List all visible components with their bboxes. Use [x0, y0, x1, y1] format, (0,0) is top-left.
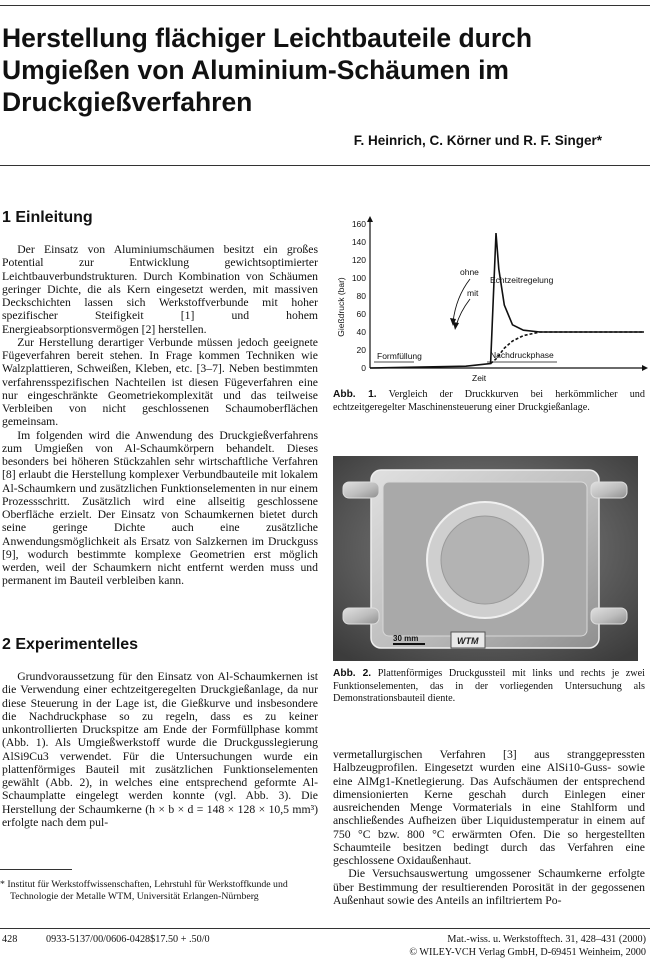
paragraph: Zur Herstellung derartiger Verbunde müssen jedoch geeignete Fügeverfahren bereit stehen. In Frage kommen Techniken wie Walzplattieren, Schweißen, Kleben, etc. [3–7]. Neben bestimmten verfahrensspezifischen Nachteilen ist diesen Fügeverfahren eine nur eingeschränkte Geometriekomplexität und das teilweise Verbleiben von nicht geschlossenen Schaumoberflächen gemeinsam.: [2, 335, 318, 429]
footnote: * Institut für Werkstoffwissenschaften, Lehrstuhl für Werkstoffkunde und Technologie der Metalle WTM, Universität Erlangen-Nürnberg: [0, 879, 288, 902]
series-ohne-line: [370, 233, 644, 368]
x-axis-arrow-icon: [642, 365, 648, 371]
authors: F. Heinrich, C. Körner und R. F. Singer*: [353, 133, 602, 148]
y-tick-label: 60: [356, 309, 366, 319]
annotation-arrow-ohne-icon: [453, 279, 470, 322]
annotation-formfuellung: Formfüllung: [377, 351, 422, 361]
annotation-mit: mit: [467, 288, 479, 298]
y-tick-label: 160: [351, 219, 366, 229]
arrowhead-icon: [453, 322, 459, 330]
paragraph: Die Versuchsauswertung umgossener Schaumkerne erfolgte über Bestimmung der resultierenden Porosität in der gegossenen Außenhaut sowie des Anteils an infiltriertem Po-: [333, 867, 645, 907]
journal-info: [409, 934, 646, 959]
top-rule: [0, 5, 650, 6]
figure1-caption-text: Vergleich der Druckkurven bei herkömmlicher und echtzeitgeregelter Maschinensteuerung einer Druckgießanlage.: [333, 389, 645, 413]
paragraph: Im folgenden wird die Anwendung des Druckgießverfahrens zum Umgießen von Al-Schaumkörpern behandelt. Dieses besonders bei höheren Stückzahlen sehr wirtschaftliche Verfahren [8] erlaubt die Herstellung komplexer Verbundbauteile mit lokalem Al-Schaumkern und zusätzlichen Funktionselementen in nur einem Prozessschritt. Zusätzlich wird eine allseitig geschlossene Oberfläche erzielt. Der Einsatz von Schaumkernen bietet durch seine geringe Dichte auch eine zusätzliche Anwendungsmöglichkeit als Ersatz von Salzkernen im Druckguss [9], wodurch bestimmte komplexe Geometrien erst möglich werden, weil der Schaumkern nicht entfernt werden muss und permanent im Bauteil verbleiben kann.: [2, 428, 318, 588]
y-tick-label: 140: [351, 237, 366, 247]
figure2-photo: [333, 456, 638, 661]
y-axis-label: Gießdruck (bar): [336, 277, 346, 337]
figure2-caption: [333, 668, 645, 706]
section-heading-2: 2 Experimentelles: [2, 636, 139, 653]
journal-citation: Mat.-wiss. u. Werkstofftech. 31, 428–431 (2000): [447, 934, 646, 945]
figure1-label: Abb. 1.: [333, 389, 377, 400]
pressure-curve-chart: [332, 212, 650, 384]
y-tick-label: 100: [351, 273, 366, 283]
section1-body: [2, 243, 318, 588]
y-tick-label: 0: [361, 363, 366, 373]
annotation-ohne: ohne: [460, 267, 479, 277]
y-tick-label: 80: [356, 291, 366, 301]
die-cast-part-image: [333, 456, 638, 661]
y-tick-label: 20: [356, 345, 366, 355]
section-heading-1: 1 Einleitung: [2, 209, 93, 226]
article-code: 0933-5137/00/0606-0428$17.50 + .50/0: [46, 934, 210, 945]
section2-body-right: [333, 748, 645, 907]
annotation-echtzeitregelung: Echtzeitregelung: [490, 275, 554, 285]
scale-label: 30 mm: [393, 634, 419, 643]
header-rule: [0, 165, 650, 166]
paragraph: Grundvoraussetzung für den Einsatz von Al-Schaumkernen ist die Verwendung einer echtzeitgeregelten Druckgießanlage, da nur diese Steuerung in der Lage ist, die Gießkurve und insbesondere die Nachdruckphase so zu regeln, dass es zu keiner unkontrollierten Druckspitze am Ende der Formfüllphase kommt (Abb. 1). Als Umgießwerkstoff wurde die Druckgusslegierung AlSi9Cu3 verwendet. Für die Untersuchungen wurde ein plattenförmiges Bauteil mit zusätzlichen Funktionselementen gewählt (Abb. 2), in welches eine entsprechend geformte Al-Schaumplatte eingelegt werden konnte (vgl. Abb. 3). Die Herstellung der Schaumkerne (h × b × d = 148 × 128 × 10,5 mm³) erfolgte nach dem pul-: [2, 670, 318, 829]
page-number: 428: [2, 934, 18, 945]
publisher-line: © WILEY-VCH Verlag GmbH, D-69451 Weinheim, 2000: [409, 946, 646, 958]
paragraph: vermetallurgischen Verfahren [3] aus stranggepressten Halbzeugprofilen. Eingesetzt wurden eine AlSi10-Guss- sowie eine AlMg1-Knetlegierung. Das Aufschäumen der entsprechend dimensionierten Kerne geschah durch Einlegen einer ausreichenden Menge Vormaterials in eine Stahlform und anschließendes Aufheizen über Liquidustemperatur in einem auf 750 °C bzw. 800 °C erwärmten Ofen. Die so hergestellten Schaumteile besitzen bedingt durch das Verfahren eine geschlossene Oxidaußenhaut.: [333, 748, 645, 867]
section2-body-left: [2, 670, 318, 829]
wtm-logo-text: WTM: [457, 636, 479, 646]
article-title: Herstellung flächiger Leichtbauteile durch Umgießen von Aluminium-Schäumen im Druckgießverfahren: [2, 23, 533, 117]
y-tick-label: 120: [351, 255, 366, 265]
footer-rule: [0, 928, 650, 929]
y-axis-arrow-icon: [367, 216, 373, 222]
figure2-label: Abb. 2.: [333, 668, 372, 679]
figure2-caption-text: Plattenförmiges Druckgussteil mit links und rechts je zwei Funktionselementen, das in der vorliegenden Untersuchung als Demonstrationsbauteil diente.: [333, 668, 645, 704]
y-tick-label: 40: [356, 327, 366, 337]
x-axis-label: Zeit: [472, 373, 487, 383]
paragraph: Der Einsatz von Aluminiumschäumen besitzt ein großes Potential zur Entwicklung gewichtsoptimierter Leichtbauverbundstrukturen. Durch Kombination von Schäumen geringer Dichte, die als Kern eingesetzt werden, mit massiven Deckschichten lassen sich Werkstoffverbunde mit hoher spezifischer Steifigkeit [1] und hohem Energieabsorptionsvermögen [2] herstellen.: [2, 243, 318, 336]
annotation-arrow-mit-icon: [456, 299, 470, 326]
figure1-caption: [333, 389, 645, 414]
footnote-rule: [0, 869, 72, 870]
annotation-nachdruckphase: Nachdruckphase: [490, 350, 554, 360]
